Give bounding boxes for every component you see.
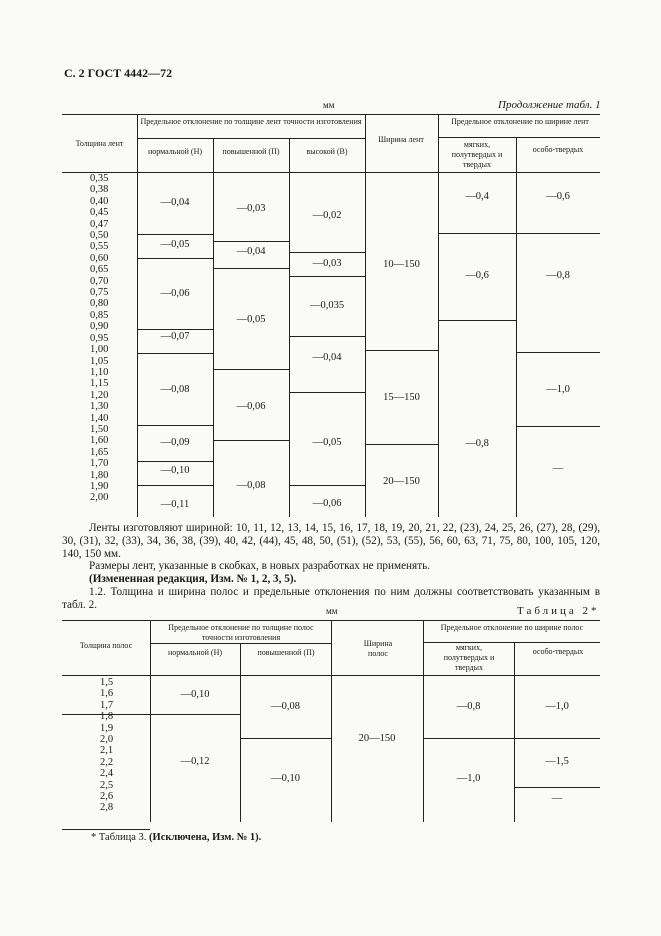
cell-soft: —0,6 <box>465 270 489 281</box>
cell-increased: —0,05 <box>236 314 266 325</box>
header-soft: мягких, полутвердых и твердых <box>451 140 503 169</box>
cell-high: —0,02 <box>312 210 342 221</box>
header-deviation-thickness: Предельное отклонение по толщине лент точности изготовления <box>140 117 362 126</box>
cell-soft: —0,8 <box>465 438 489 449</box>
cell-width: 15—150 <box>383 392 420 403</box>
header-normal: нормальной (Н) <box>167 648 223 657</box>
paragraph-1-2: 1.2. Толщина и ширина полос и предельные отклонения по ним должны соответствовать указанным в табл. 2. <box>62 586 600 611</box>
cell-width: 20—150 <box>358 733 396 744</box>
cell-normal: —0,07 <box>160 331 190 342</box>
cell-increased: —0,06 <box>236 401 266 412</box>
paragraph-amendment: (Измененная редакция, Изм. № 1, 2, 3, 5). <box>89 573 297 585</box>
footnote: * Таблица 3. (Исключена, Изм. № 1). <box>91 832 262 843</box>
header-special: особо-твердых <box>532 145 584 154</box>
cell-increased: —0,10 <box>271 773 300 784</box>
cell-special: — <box>551 793 563 804</box>
units-label: мм <box>323 100 335 110</box>
cell-width: 20—150 <box>383 476 420 487</box>
cell-normal: —0,11 <box>160 499 190 510</box>
cell-soft: —1,0 <box>456 773 481 784</box>
cell-normal: —0,12 <box>180 756 210 767</box>
cell-soft: —0,8 <box>456 701 481 712</box>
cell-increased: —0,03 <box>236 203 266 214</box>
table-caption: Продолжение табл. 1 <box>498 99 601 111</box>
cell-normal: —0,05 <box>160 239 190 250</box>
cell-normal: —0,06 <box>160 288 190 299</box>
cell-special: —1,5 <box>545 756 569 767</box>
header-special: особо-твердых <box>532 647 584 656</box>
cell-special: —1,0 <box>545 701 569 712</box>
cell-normal: —0,08 <box>160 384 190 395</box>
cell-high: —0,06 <box>312 498 342 509</box>
cell-increased: —0,04 <box>236 246 266 257</box>
cell-high: —0,04 <box>312 352 342 363</box>
cell-normal: —0,04 <box>160 197 190 208</box>
units-label: мм <box>326 606 338 616</box>
cell-special: —0,8 <box>546 270 570 281</box>
thickness-list: 0,35 0,38 0,40 0,45 0,47 0,50 0,55 0,60 0,65 0,70 0,75 0,80 0,85 0,90 0,95 1,00 1,05 1,10 1,15 1,20 1,30 1,40 1,50 1,60 1,65 1,70 1,80 1,90 2,00 <box>90 173 109 504</box>
thickness-list: 1,5 1,6 1,7 1,8 1,9 2,0 2,1 2,2 2,4 2,5 2,6 2,8 <box>100 677 114 814</box>
cell-increased: —0,08 <box>271 701 300 712</box>
header-high: высокой (В) <box>306 147 348 156</box>
cell-high: —0,05 <box>312 437 342 448</box>
cell-soft: —0,4 <box>465 191 489 202</box>
header-thickness: Толщина полос <box>79 641 133 650</box>
cell-normal: —0,09 <box>160 437 190 448</box>
page-title: С. 2 ГОСТ 4442—72 <box>64 66 173 80</box>
cell-width: 10—150 <box>383 259 420 270</box>
table-caption: Таблица 2* <box>517 605 600 617</box>
cell-special: —1,0 <box>546 384 570 395</box>
cell-increased: —0,08 <box>236 480 266 491</box>
header-soft: мягких, полутвердых и твердых <box>443 643 495 672</box>
cell-special: —0,6 <box>546 191 570 202</box>
header-width: Ширина полос <box>363 639 393 658</box>
cell-high: —0,03 <box>312 258 342 269</box>
header-increased: повышенной (П) <box>222 147 280 156</box>
cell-normal: —0,10 <box>180 689 210 700</box>
header-deviation-width: Предельное отклонение по ширине лент <box>451 117 589 126</box>
header-deviation-thickness: Предельное отклонение по толщине полос точности изготовления <box>168 623 314 642</box>
cell-normal: —0,10 <box>160 465 190 476</box>
header-normal: нормальной (Н) <box>147 147 203 156</box>
header-increased: повышенной (П) <box>257 648 315 657</box>
paragraph-widths: Ленты изготовляют шириной: 10, 11, 12, 13, 14, 15, 16, 17, 18, 19, 20, 21, 22, (23), 24, 25, 26, (27), 28, (29), 30, (31), 32, (33), 34, 36, 38, (39), 40, 42, (44), 45, 48, 50, (51), (52), 53, (55), 56, 60, 63, 71, 75, 80, 100, 105, 120, 140, 150 мм. <box>62 522 600 560</box>
cell-special: — <box>552 463 564 474</box>
cell-high: —0,035 <box>309 300 345 311</box>
paragraph-brackets-note: Размеры лент, указанные в скобках, в новых разработках не применять. <box>89 560 430 572</box>
header-width: Ширина лент <box>378 135 424 144</box>
header-deviation-width: Предельное отклонение по ширине полос <box>440 623 584 632</box>
header-thickness: Толщина лент <box>75 139 124 148</box>
